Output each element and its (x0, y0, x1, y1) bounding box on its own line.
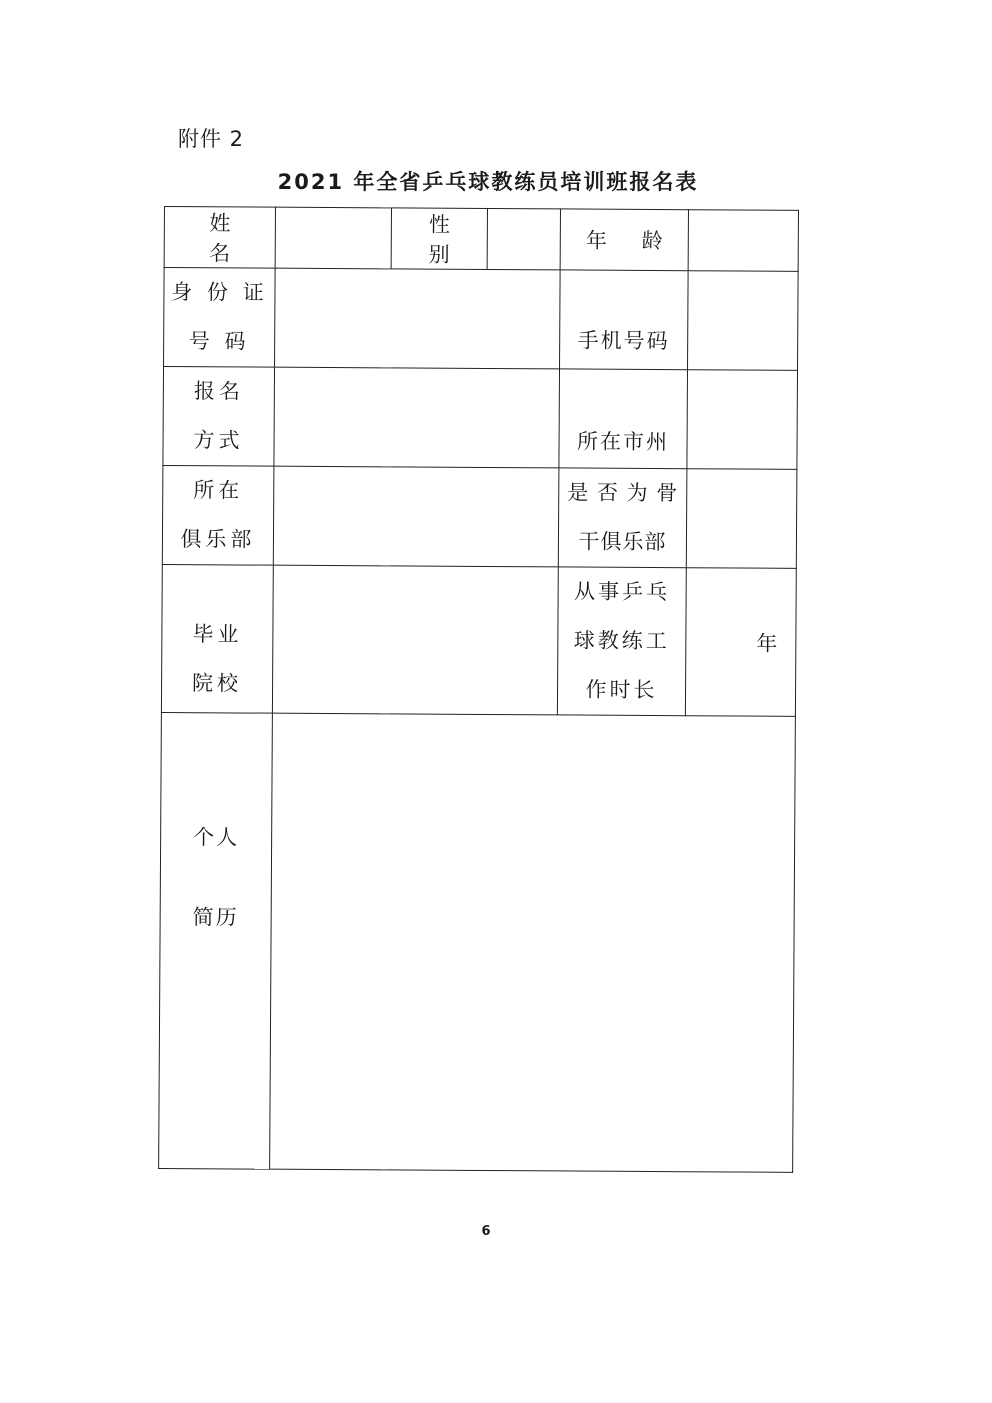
phone-label (560, 270, 689, 370)
id-label-line1: 身 份 证 (171, 280, 268, 305)
city-label-text: 所在市州 (576, 429, 670, 455)
years-unit: 年 (756, 631, 778, 656)
resume-field[interactable] (270, 713, 796, 1172)
core-club-line2: 干俱乐部 (578, 529, 667, 555)
age-field[interactable] (688, 210, 798, 272)
form-title: 2021 年全省乒乓球教练员培训班报名表 (277, 170, 699, 194)
row-club (162, 465, 797, 568)
registration-form-table (158, 206, 799, 1173)
attachment-label: 附件 2 (178, 127, 245, 151)
id-label-line2: 号 码 (188, 329, 250, 354)
coaching-line2: 球教练工 (573, 628, 670, 654)
phone-label-text: 手机号码 (577, 328, 670, 354)
page-number: 6 (481, 1224, 491, 1239)
school-label-line1: 毕业 (192, 621, 243, 646)
core-club-label (558, 468, 687, 568)
name-label: 姓 名 (164, 207, 275, 269)
core-club-field[interactable] (686, 469, 797, 569)
city-field[interactable] (687, 370, 798, 470)
age-label: 年 龄 (560, 209, 688, 271)
club-label-line1: 所在 (193, 478, 244, 503)
resume-label-line1: 个人 (193, 825, 240, 850)
id-number-label (164, 268, 276, 368)
coaching-line3: 作时长 (585, 677, 658, 703)
id-number-field[interactable] (275, 268, 561, 369)
row-signup-city (163, 367, 798, 470)
club-label (162, 465, 274, 565)
school-label (161, 564, 273, 713)
signup-label-line1: 报名 (193, 379, 244, 404)
club-field[interactable] (273, 466, 559, 567)
gender-label: 性 别 (391, 208, 487, 270)
name-field[interactable] (275, 207, 391, 269)
signup-method-label (163, 367, 275, 467)
coaching-duration-field[interactable] (685, 568, 796, 717)
resume-label-line2: 简历 (192, 905, 239, 930)
club-label-line2: 俱乐部 (180, 527, 256, 552)
signup-label-line2: 方式 (193, 428, 244, 453)
city-label (559, 369, 688, 469)
row-school-coaching (161, 564, 796, 716)
phone-field[interactable] (688, 271, 799, 371)
school-field[interactable] (272, 565, 558, 715)
core-club-line1: 是 否 为 骨 (567, 480, 679, 506)
gender-field[interactable] (487, 208, 560, 269)
row-id-phone (164, 268, 799, 371)
row-resume (159, 712, 796, 1172)
row-name-gender-age (164, 207, 798, 272)
school-label-line2: 院校 (192, 670, 243, 695)
signup-method-field[interactable] (274, 367, 560, 468)
resume-label (159, 712, 273, 1169)
coaching-duration-label (557, 567, 686, 716)
coaching-line1: 从事乒乓 (574, 579, 671, 605)
